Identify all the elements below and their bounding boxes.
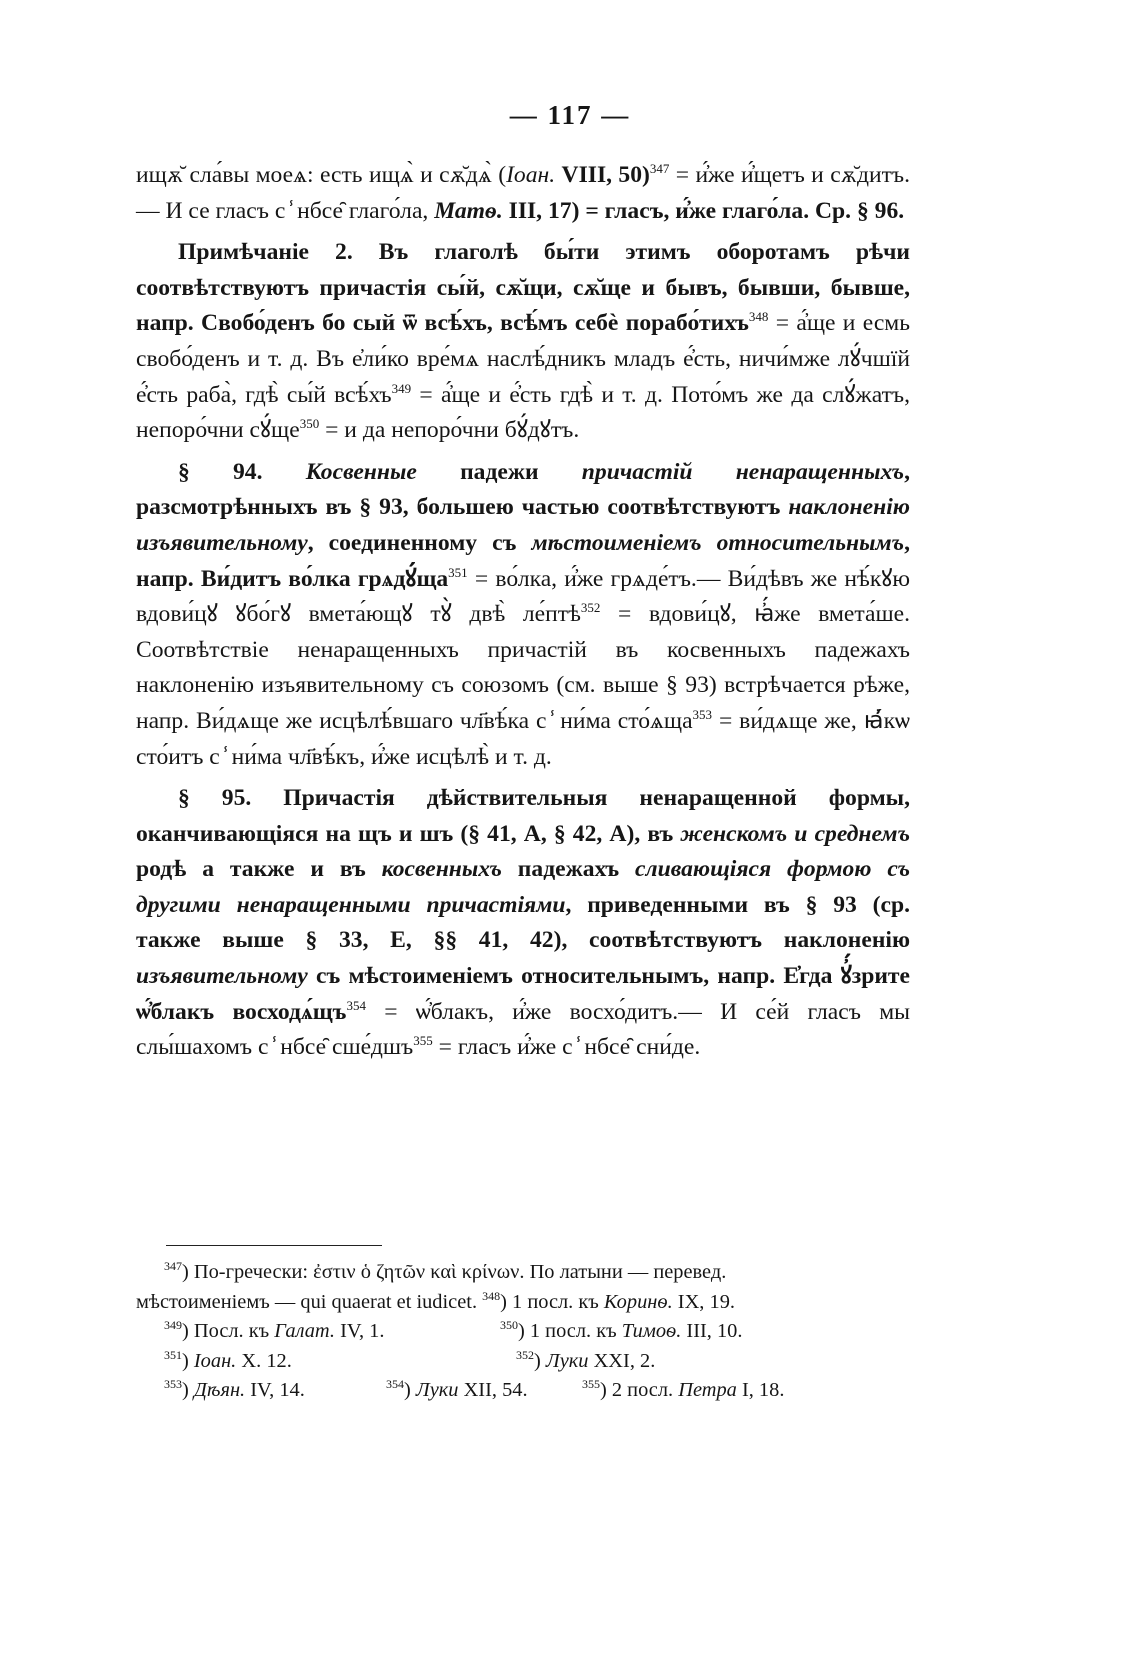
reference: Іоан. xyxy=(506,162,556,188)
footnote-text: XII, 54. xyxy=(458,1379,528,1402)
emphasis: мѣстоименіемъ относительнымъ xyxy=(531,529,905,556)
text-run: Въ глаголѣ бы́ти этимъ оборотамъ рѣчи соотвѣтствуютъ причастія сы́й, сѫ̆щи, сѫ̆ще и бывъ, бывши, бывше, напр. Свобо́денъ бо сый ѿ всѣ́хъ, всѣ́мъ себѐ порабо́тихъ xyxy=(136,239,910,337)
emphasis: наклоненію изъявительному xyxy=(136,494,910,556)
footnote-number: 350 xyxy=(500,1318,518,1333)
text-run: = вдови́цꙋ, ꙗ҆́же вмета́ше. Соотвѣтствіе ненаращенныхъ причастій въ косвенныхъ падежахъ наклоненію изъявительному съ союзомъ (см. выше § 93) встрѣчается рѣже, напр. Ви́дѧще же исцѣлѣ́вшаго чл҃вѣ́ка с ̾ ни́ма сто́ѧща xyxy=(136,601,911,734)
paragraph-section-94 xyxy=(136,455,910,775)
footnote-line xyxy=(136,1317,912,1347)
footnote-reference: Луки xyxy=(415,1379,459,1402)
footnote-text: ) Посл. къ xyxy=(182,1320,275,1343)
text-run: = ѡ҆́блакъ, и҆́же восхо́дитъ.— И се́й гласъ мы слы́шахомъ с ̾ нбсе̑ сше́дшъ xyxy=(136,998,911,1061)
emphasis: косвенныхъ xyxy=(381,856,502,883)
section-number: § 94. xyxy=(178,458,263,485)
footnote-reference: Коринѳ. xyxy=(603,1290,673,1313)
footnote-mark[interactable]: 355 xyxy=(413,1033,433,1049)
footnote-number: 354 xyxy=(386,1377,404,1392)
text-run: , напр. Ви́дитъ во́лка грѧдꙋ́ща xyxy=(136,529,911,592)
footnote-divider xyxy=(166,1245,382,1246)
note-heading: Примѣчаніе 2. xyxy=(178,239,353,266)
footnote-number: 353 xyxy=(164,1377,182,1392)
footnote-reference: Дѣян. xyxy=(193,1379,246,1402)
footnote-text: I, 18. xyxy=(736,1379,785,1402)
footnote-text: ) 1 посл. къ xyxy=(500,1290,604,1313)
footnote-text: IV, 14. xyxy=(245,1379,305,1402)
text-run: = ви́дѧще же, ꙗ҆́кѡ сто́итъ с ̾ ни́ма чл҃вѣ́къ, и҆́же исцѣлѣ̀ и т. д. xyxy=(136,707,910,770)
footnote-reference: Петра xyxy=(678,1379,737,1402)
footnote-text: ) xyxy=(182,1379,194,1402)
footnote-text: ) xyxy=(534,1349,546,1372)
paragraph-section-95 xyxy=(136,781,910,1066)
emphasis: причастій ненаращенныхъ xyxy=(581,458,905,485)
text-run: = и҆́же и҆́щетъ и сѫ̆дитъ.— И се гласъ с ̾ нбсе̑ глаго́ла, xyxy=(136,162,911,224)
text-run: , разсмотрѣнныхъ въ § 93, большею частью соотвѣтствуютъ xyxy=(136,458,911,521)
footnote-mark[interactable]: 353 xyxy=(692,706,713,722)
footnote-mark[interactable]: 349 xyxy=(391,380,412,396)
text-run: = а҆́ще и е҆́сть гдѣ̀ и т. д. Пото́мъ же да слꙋ́жатъ, непоро́чни сꙋ́ще xyxy=(136,381,910,444)
footnote-reference: Іоан. xyxy=(193,1349,237,1372)
text-run: = во́лка, и҆́же грѧде́тъ.— Ви́дѣвъ же нѣ́кꙋю вдови́цꙋ ꙋбо́гꙋ вмета́ющꙋ тꙋ̀ двѣ̀ ле́птѣ xyxy=(136,565,910,628)
footnote-number: 352 xyxy=(516,1347,534,1362)
text-run: , соединенному съ xyxy=(307,529,532,556)
footnote-mark[interactable]: 347 xyxy=(649,161,670,176)
footnote-number: 348 xyxy=(482,1288,501,1303)
text-run: ищѫ̆ сла́вы моеѧ: есть ищѧ̀ и сѫ̆дѧ̀ ( xyxy=(136,162,507,188)
footnote-mark[interactable]: 352 xyxy=(580,600,601,616)
text-run: родѣ а также и въ xyxy=(136,856,382,883)
page-number: — 117 — xyxy=(509,100,631,130)
emphasis: изъявительному xyxy=(136,963,308,990)
footnote-reference: Тимоѳ. xyxy=(621,1320,682,1343)
footnote-text: ) 2 посл. xyxy=(600,1379,679,1402)
footnote-number: 347 xyxy=(164,1259,182,1273)
reference: Матѳ. xyxy=(434,197,503,224)
footnote-text: ) 1 посл. къ xyxy=(518,1320,622,1343)
text-run: Причастія дѣйствительныя ненаращенной формы, оканчивающіяся на щъ и шъ (§ 41, А, § 42, А), въ xyxy=(136,785,910,847)
footnote-mark[interactable]: 351 xyxy=(448,564,468,580)
footnote-text: III, 10. xyxy=(681,1320,743,1343)
emphasis: женскомъ и среднемъ xyxy=(680,820,910,847)
footnote-text: IV, 1. xyxy=(335,1320,385,1343)
footnote-line xyxy=(136,1347,912,1377)
footnote-mark[interactable]: 354 xyxy=(346,997,366,1013)
text-run: VIII, 50) xyxy=(555,162,650,188)
text-run: = гласъ и҆́же с ̾ нбсе̑ сни́де. xyxy=(432,1034,701,1061)
paragraph-gospel-examples xyxy=(136,158,910,229)
footnote-text: ) xyxy=(404,1379,416,1402)
text-run: съ мѣстоименіемъ относительнымъ, напр. Е҆гда ꙋ҆́зрите ѡ҆́блакъ восходѧ́щъ xyxy=(136,963,910,1025)
text-run: падежахъ xyxy=(501,856,636,883)
text-run: III, 17) = гласъ, и҆́же глаго́ла. Ср. § 96. xyxy=(502,197,905,224)
footnote-text: XXI, 2. xyxy=(588,1349,656,1372)
main-text xyxy=(136,158,910,1066)
footnote-text: мѣстоименіемъ — qui quaerat et iudicet. xyxy=(136,1290,478,1313)
footnote-number: 349 xyxy=(164,1318,182,1333)
text-run: = и да непоро́чни бꙋ́дꙋтъ. xyxy=(319,417,580,444)
footnote-line xyxy=(136,1288,912,1318)
emphasis: Косвенные xyxy=(262,458,417,485)
footnote-text: ) По-гречески: ἐστιν ὁ ζητῶν καὶ κρίνων. По латыни — перевед. xyxy=(182,1261,727,1283)
text-run: падежи xyxy=(416,458,582,485)
footnote-number: 355 xyxy=(582,1377,600,1392)
text-run: , приведенными въ § 93 (ср. также выше § 33, Е, §§ 41, 42), соотвѣтствуютъ наклоненію xyxy=(136,891,910,954)
footnote-mark[interactable]: 350 xyxy=(299,416,320,432)
footnote-text: X. 12. xyxy=(236,1349,292,1372)
footnotes xyxy=(136,1258,912,1406)
emphasis: сливающіяся формою съ другими ненаращенными причастіями xyxy=(136,856,911,918)
footnote-number: 351 xyxy=(164,1347,182,1362)
footnote-line xyxy=(136,1376,912,1406)
footnote-reference: Галат. xyxy=(274,1320,335,1343)
footnote-text: IX, 19. xyxy=(672,1290,735,1313)
footnote-line xyxy=(136,1258,912,1288)
footnote-reference: Луки xyxy=(545,1349,589,1372)
text-run: = а҆́ще и есмь свобо́денъ и т. д. Въ е҆ли́ко вре́мѧ наслѣ́дникъ младъ е҆́сть, ничи́мже лꙋ́чшїй е҆́сть раба̀, гдѣ̀ сы́й всѣ́хъ xyxy=(136,310,910,408)
footnote-mark[interactable]: 348 xyxy=(748,309,769,325)
paragraph-note-2 xyxy=(136,235,910,449)
section-number: § 95. xyxy=(178,785,252,812)
footnote-text: ) xyxy=(182,1349,194,1372)
